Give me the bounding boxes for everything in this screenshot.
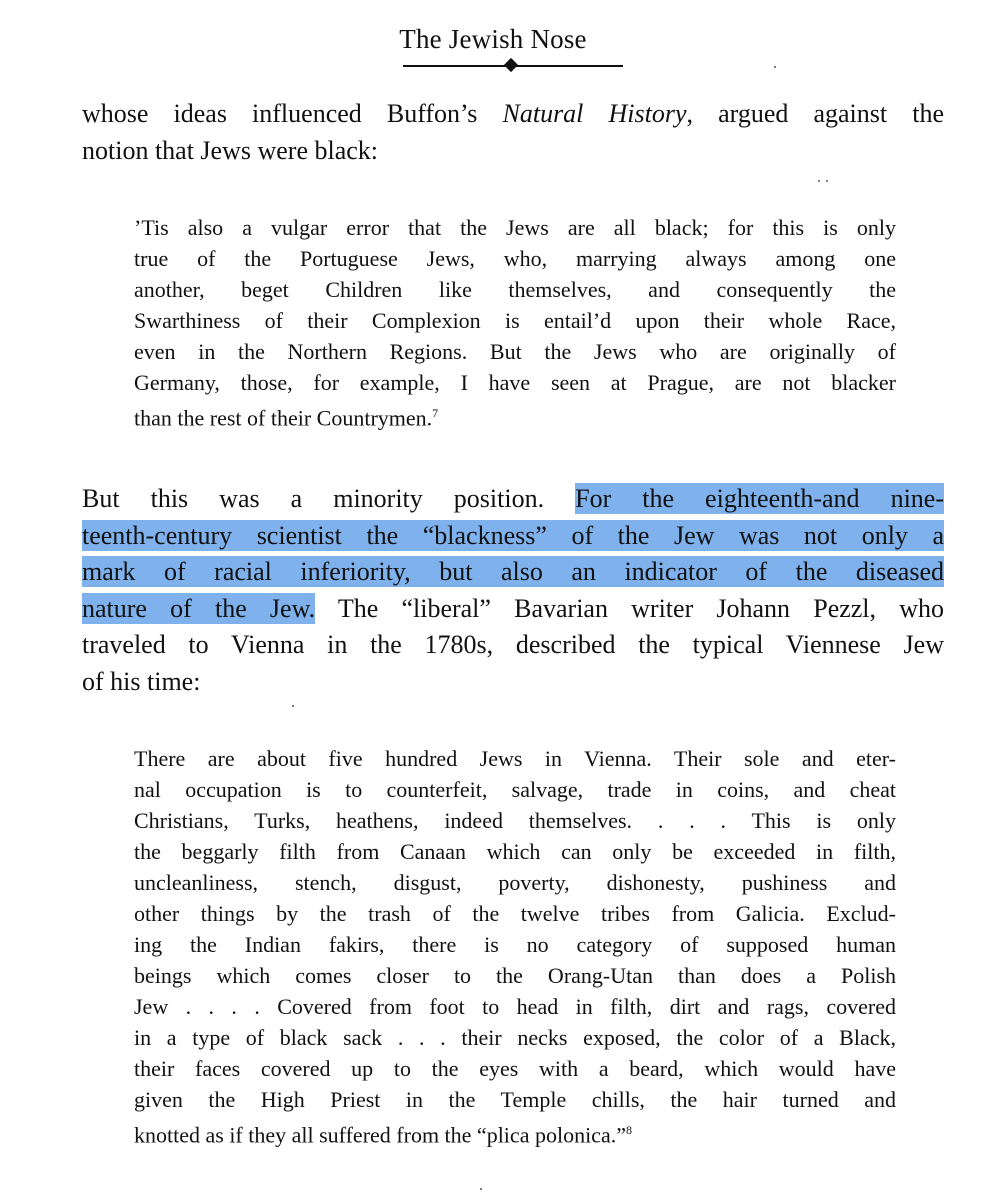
quote-line <box>134 398 896 433</box>
text-line <box>82 554 944 591</box>
text-line <box>82 481 944 518</box>
text-span: , argued against the <box>686 99 944 128</box>
quote-line: nal occupation is to counterfeit, salvage, trade in coins, and cheat <box>134 777 896 802</box>
quote-line: another, beget Children like themselves, and consequently the <box>134 277 896 302</box>
scan-speck <box>480 1188 482 1190</box>
block-quote-2 <box>134 743 896 1150</box>
quote-line: ’Tis also a vulgar error that the Jews are all black; for this is only <box>134 215 896 240</box>
scan-speck <box>826 180 828 182</box>
quote-line: There are about five hundred Jews in Vienna. Their sole and eter- <box>134 746 896 771</box>
paragraph-body <box>82 481 944 700</box>
highlighted-text: nature of the Jew. <box>82 593 316 623</box>
text-span: knotted as if they all suffered from the “plica polonica.” <box>134 1122 626 1148</box>
quote-line: even in the Northern Regions. But the Jews who are originally of <box>134 339 896 364</box>
highlighted-text: mark of racial inferiority, but also an indicator of the diseased <box>82 557 944 586</box>
quote-line: true of the Portuguese Jews, who, marrying always among one <box>134 246 896 271</box>
paragraph-intro <box>82 96 944 169</box>
header-diamond-ornament <box>504 58 518 72</box>
scan-speck <box>818 180 820 182</box>
quote-line <box>134 1115 896 1150</box>
quote-line: Jew . . . . Covered from foot to head in filth, dirt and rags, covered <box>134 994 896 1019</box>
footnote-marker: 7 <box>432 406 439 420</box>
quote-line: beings which comes closer to the Orang-Utan than does a Polish <box>134 963 896 988</box>
quote-line: uncleanliness, stench, disgust, poverty, dishonesty, pushiness and <box>134 870 896 895</box>
book-title-italic: Natural History <box>502 99 687 128</box>
text-span: The “liberal” Bavarian writer Johann Pezzl, who <box>315 593 944 623</box>
scan-speck <box>774 66 776 68</box>
block-quote-1 <box>134 212 896 433</box>
text-line <box>82 591 944 628</box>
text-span: But this was a minority position. <box>82 484 576 513</box>
quote-line: their faces covered up to the eyes with a beard, which would have <box>134 1056 896 1081</box>
text-line <box>82 96 944 133</box>
quote-line: Germany, those, for example, I have seen at Prague, are not blacker <box>134 370 896 395</box>
text-span: than the rest of their Countrymen. <box>134 405 433 431</box>
footnote-marker: 8 <box>625 1123 632 1137</box>
highlighted-text: teenth-century scientist the “blackness” of the Jew was not only a <box>82 520 944 550</box>
page-header <box>0 24 986 55</box>
quote-line: Swarthiness of their Complexion is entail’d upon their whole Race, <box>134 308 896 333</box>
quote-line: other things by the trash of the twelve tribes from Galicia. Exclud- <box>134 901 896 926</box>
quote-line: Christians, Turks, heathens, indeed themselves. . . . This is only <box>134 808 896 833</box>
running-title: The Jewish Nose <box>399 24 587 54</box>
quote-line: in a type of black sack . . . their necks exposed, the color of a Black, <box>134 1025 896 1050</box>
highlighted-text: For the eighteenth-and nine- <box>575 484 945 513</box>
text-line: of his time: <box>82 666 201 696</box>
quote-line: given the High Priest in the Temple chills, the hair turned and <box>134 1087 896 1112</box>
quote-line: the beggarly filth from Canaan which can only be exceeded in filth, <box>134 839 896 864</box>
text-line: notion that Jews were black: <box>82 135 379 165</box>
text-line: traveled to Vienna in the 1780s, described the typical Viennese Jew <box>82 630 944 659</box>
text-span: whose ideas influenced Buffon’s <box>82 99 503 128</box>
text-line <box>82 518 944 555</box>
quote-line: ing the Indian fakirs, there is no category of supposed human <box>134 932 896 957</box>
scan-speck <box>292 705 294 707</box>
